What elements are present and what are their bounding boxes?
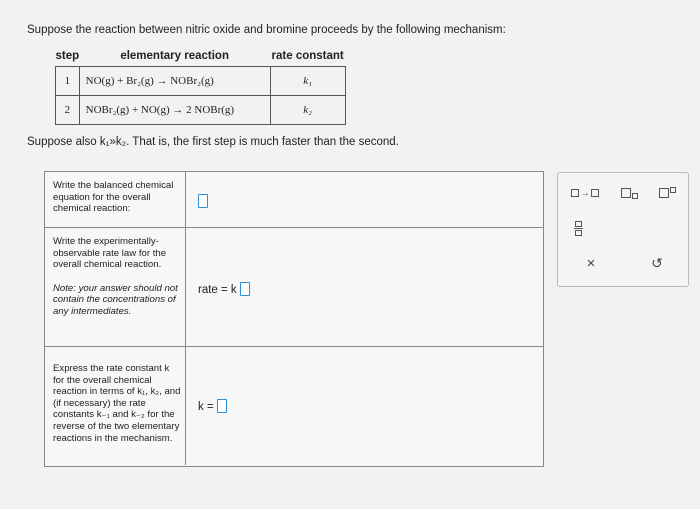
clear-button[interactable] — [580, 253, 602, 273]
question-table — [44, 171, 544, 467]
box-icon — [632, 193, 638, 199]
fraction-bar-icon — [574, 228, 583, 229]
box-icon — [571, 189, 579, 197]
question-row-2 — [45, 228, 543, 347]
header-rate-constant: rate constant — [271, 50, 344, 62]
superscript-icon — [659, 188, 669, 198]
question-prompt-cell — [45, 228, 186, 346]
answer-input-overall-equation[interactable] — [198, 194, 208, 208]
answer-cell — [187, 228, 543, 346]
fraction-button[interactable] — [570, 216, 586, 240]
header-step: step — [55, 50, 80, 62]
step-number: 2 — [56, 96, 80, 125]
question-prompt: Express the rate constant k for the overall chemical reaction in terms of k₁, k₂, and (if necessary) the rate constants k₋₁ and k₋₂ for the reverse of the two elementary reactions in the mechanism. — [45, 347, 186, 465]
answer-cell — [187, 347, 543, 465]
mechanism-row-1 — [56, 67, 346, 96]
reaction-arrow-button[interactable] — [568, 183, 602, 203]
answer-row — [198, 399, 227, 413]
mechanism-table — [55, 50, 346, 125]
rate-constant: k₁ — [270, 67, 345, 96]
header-elementary-reaction: elementary reaction — [120, 50, 229, 62]
question-row-3 — [45, 347, 543, 465]
undo-button[interactable] — [646, 253, 668, 273]
answer-cell — [187, 172, 543, 227]
question-prompt: Write the experimentally-observable rate law for the overall chemical reaction. — [53, 236, 167, 271]
superscript-button[interactable] — [654, 183, 680, 203]
elementary-reaction: NO(g) + Br₂(g) → NOBr₂(g) — [79, 67, 270, 96]
intro-text: Suppose the reaction between nitric oxide and bromine proceeds by the following mechanism: — [27, 24, 506, 36]
question-prompt: Write the balanced chemical equation for the overall chemical reaction: — [45, 172, 186, 227]
answer-input-rate-law[interactable] — [240, 282, 250, 296]
elementary-reaction: NOBr₂(g) + NO(g) → 2 NOBr(g) — [79, 96, 270, 125]
mechanism-row-2 — [56, 96, 346, 125]
editor-toolbar — [557, 172, 689, 287]
box-icon — [591, 189, 599, 197]
rate-constant: k₂ — [270, 96, 345, 125]
box-icon — [575, 230, 582, 236]
box-icon — [575, 221, 582, 227]
box-icon — [670, 187, 676, 193]
k-prefix: k = — [198, 401, 214, 413]
assumption-text: Suppose also k₁»k₂. That is, the first step is much faster than the second. — [27, 136, 399, 148]
answer-row — [198, 282, 250, 296]
close-icon: × — [586, 254, 596, 272]
subscript-icon — [621, 188, 631, 198]
answer-input-rate-constant[interactable] — [217, 399, 227, 413]
arrow-icon: → — [580, 187, 590, 199]
question-note: Note: your answer should not contain the concentrations of any intermediates. — [53, 282, 178, 317]
subscript-button[interactable] — [614, 183, 644, 203]
rate-prefix: rate = k — [198, 284, 237, 296]
question-row-1 — [45, 172, 543, 228]
step-number: 1 — [56, 67, 80, 96]
undo-icon: ↺ — [651, 254, 663, 271]
